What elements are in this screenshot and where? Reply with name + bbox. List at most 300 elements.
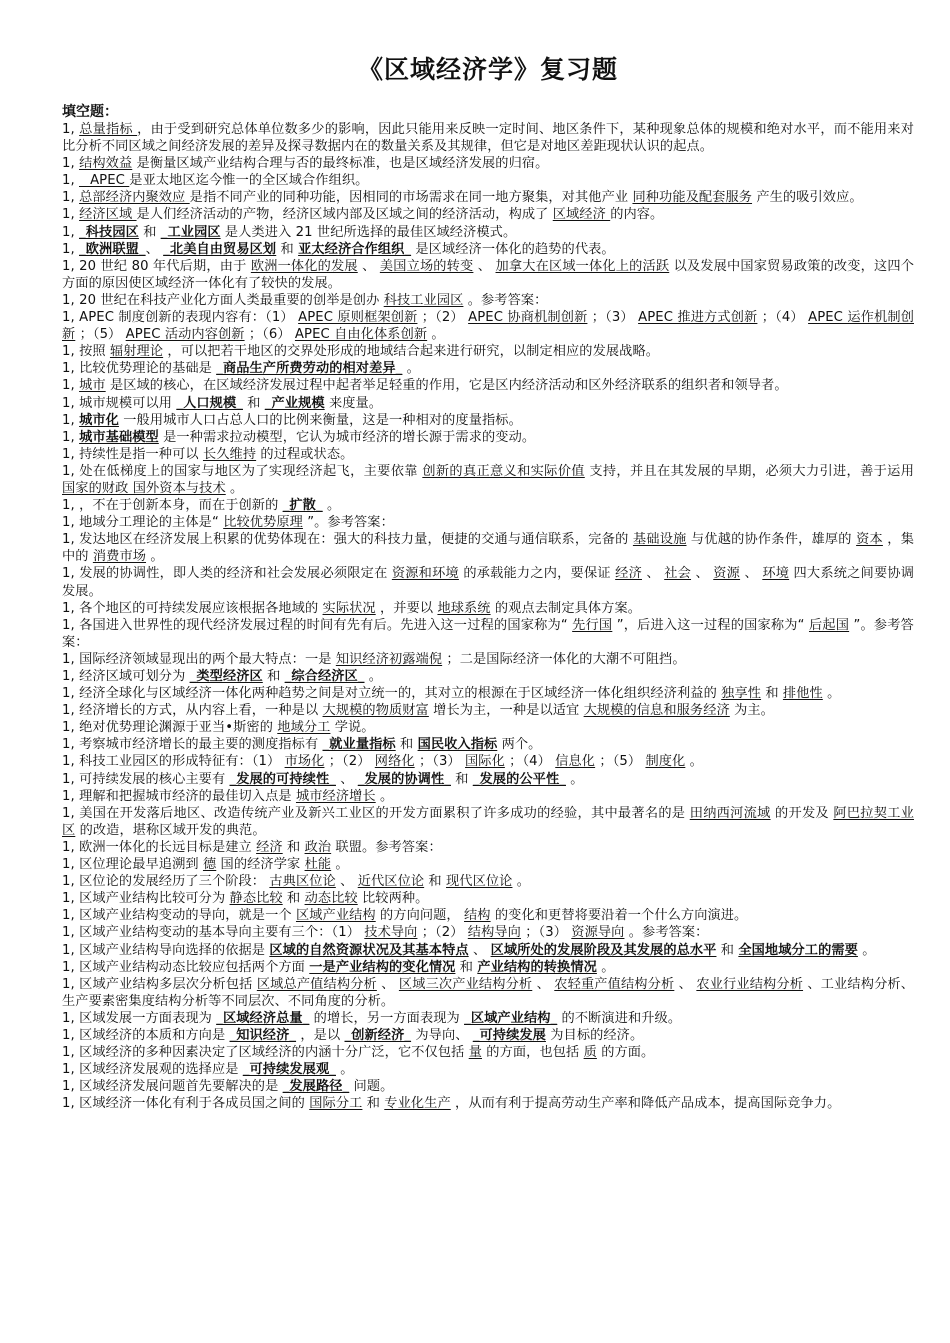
question-item: [62, 702, 914, 719]
question-text: 。: [822, 686, 841, 702]
answer-blank-bold: _可持续发展: [472, 1027, 546, 1043]
question-item: [62, 617, 914, 651]
question-text: 1,: [62, 122, 80, 137]
question-text: 、: [641, 566, 665, 582]
question-text: 1, 处在低梯度上的国家与地区为了实现经济起飞，主要依靠: [62, 463, 423, 479]
answer-blank: 田纳西河流域: [689, 805, 771, 821]
question-text: 和: [395, 737, 418, 753]
question-text: 1, 区域经济发展问题首先要解决的是: [62, 1079, 283, 1095]
answer-blank: 地域分工: [277, 720, 331, 736]
question-text: 1, APEC 制度创新的表现内容有：（1）: [62, 310, 299, 326]
question-item: [62, 651, 914, 668]
question-text: 。: [857, 942, 876, 958]
answer-blank-bold: _区域产业结构_: [464, 1010, 558, 1026]
answer-blank-bold: _发展的可持续性_: [229, 771, 336, 787]
question-text: ”。参考答案：: [302, 515, 394, 531]
question-text: 。: [427, 327, 445, 343]
question-text: 和: [716, 942, 739, 958]
question-text: 1, 20 世纪 80 年代后期，由于: [62, 258, 251, 274]
question-list: [62, 121, 914, 1112]
question-item: [62, 1044, 914, 1061]
question-text: 。: [335, 1062, 354, 1078]
answer-blank: 制度化: [645, 754, 686, 770]
question-text: 、: [376, 976, 399, 992]
question-text: 1, 考察城市经济增长的最主要的测度指标有: [62, 737, 323, 753]
question-text: 和: [424, 874, 447, 890]
answer-blank: APEC 运作机制创新: [62, 310, 914, 343]
question-text: 学说。: [330, 720, 375, 736]
question-text: 1, 区域经济的本质和方向是: [62, 1027, 230, 1043]
question-text: 、工业结构分析、生产要素密集度结构分析等不同层次、不同角度的分析。: [62, 976, 915, 1009]
answer-blank: APEC 推进方式创新: [638, 310, 758, 326]
question-text: 1,: [62, 173, 80, 189]
document-title: 《区域经济学》复习题: [357, 55, 618, 84]
question-text: 1, 科技工业园区的形成特征有：（1）: [62, 754, 285, 770]
question-text: 是区域经济一体化的趋势的代表。: [411, 241, 615, 257]
answer-blank: 质: [583, 1045, 597, 1061]
question-text: ，从而有利于提高劳动生产率和降低产品成本，提高国际竞争力。: [450, 1096, 841, 1112]
answer-blank-bold: _知识经济_: [229, 1027, 297, 1043]
question-text: 、: [674, 976, 697, 992]
answer-blank-bold: _商品生产所费劳动的相对差异_: [216, 361, 403, 377]
question-text: ；（5）: [75, 327, 126, 343]
question-text: 1, 经济全球化与区域经济一体化两种趋势之间是对立统一的，其对立的根源在于区域经济一体化组织经济利益的: [62, 686, 722, 702]
answer-blank: APEC 协商机制创新: [468, 310, 588, 326]
question-text: 、: [335, 771, 358, 787]
question-text: 1, 地域分工理论的主体是“: [62, 515, 224, 531]
question-text: 1, 发展的协调性，即人类的经济和社会发展必须限定在: [62, 566, 392, 582]
question-text: 1, 区位论的发展经历了三个阶段：: [62, 874, 270, 890]
question-text: 1, 区域产业结构比较可分为: [62, 891, 230, 907]
question-item: [62, 565, 914, 599]
answer-blank: APEC 自由化体系创新: [294, 327, 428, 343]
question-text: 。: [402, 361, 420, 377]
answer-blank: 大规模的信息和服务经济: [583, 703, 730, 719]
question-item: [62, 395, 914, 412]
question-item: [62, 309, 914, 343]
question-item: [62, 155, 914, 172]
question-item: [62, 942, 914, 959]
question-text: 1, 区域经济一体化有利于各成员国之间的: [62, 1096, 310, 1112]
question-text: 1,: [62, 224, 80, 240]
question-text: 。: [685, 754, 703, 770]
answer-blank: 同种功能及配套服务: [632, 190, 753, 206]
question-text: 1, 美国在开发落后地区、改造传统产业及新兴工业区的开发方面累积了许多成功的经验，其中最著名的是: [62, 805, 690, 821]
question-text: 。: [375, 788, 394, 804]
question-text: ；（2）: [324, 754, 375, 770]
question-text: 两个。: [497, 737, 542, 753]
question-text: 1, 区位理论最早追溯到: [62, 857, 203, 873]
question-item: [62, 1095, 914, 1112]
question-text: 的增长，另一方面表现为: [309, 1010, 465, 1026]
question-text: 1, 持续性是指一种可以: [62, 446, 203, 462]
question-text: 1,: [62, 378, 80, 394]
answer-blank: 城市: [79, 378, 106, 394]
question-text: 。: [512, 874, 531, 890]
question-text: ；（3）: [414, 754, 466, 770]
question-text: 和: [276, 241, 299, 257]
answer-blank: 区域三次产业结构分析: [398, 976, 533, 992]
question-text: 来度量。: [324, 395, 383, 411]
answer-blank: 城市经济增长: [295, 788, 376, 804]
question-text: 1, 区域经济发展观的选择应是: [62, 1062, 243, 1078]
question-text: 1,: [62, 156, 80, 172]
question-text: 的不断演进和升级。: [557, 1010, 682, 1026]
answer-blank: 后起国: [808, 617, 850, 633]
question-item: [62, 292, 914, 309]
question-text: 是指不同产业的同种功能，因相同的市场需求在同一地方聚集，对其他产业: [189, 190, 633, 206]
question-text: 、: [532, 976, 555, 992]
answer-blank: 大规模的物质财富: [322, 703, 429, 719]
question-item: [62, 685, 914, 702]
question-item: [62, 805, 914, 839]
answer-blank: 基础设施: [632, 532, 687, 548]
answer-blank: 总量指标: [79, 122, 138, 137]
answer-blank: 近代区位论: [357, 874, 425, 890]
question-item: [62, 753, 914, 770]
answer-blank: 技术导向: [364, 925, 418, 941]
answer-blank-bold: _区域经济总量_: [216, 1010, 310, 1026]
question-text: 的变化和更替将要沿着一个什么方向演进。: [490, 908, 748, 924]
answer-blank: 专业化生产: [384, 1096, 451, 1112]
answer-blank: 经济: [615, 566, 642, 582]
question-text: 、: [740, 566, 763, 582]
question-text: 比较两种。: [357, 891, 429, 907]
answer-blank: 知识经济初露端倪: [335, 651, 443, 667]
question-text: 1, 理解和把握城市经济的最佳切入点是: [62, 788, 296, 804]
question-text: 1, 经济增长的方式，从内容上看，一种是以: [62, 703, 323, 719]
question-item: [62, 1078, 914, 1095]
answer-blank: 农业行业结构分析: [696, 976, 804, 992]
question-text: 1, 区域产业结构多层次分析包括: [62, 976, 257, 992]
question-item: [62, 412, 914, 429]
question-text: ；（5）: [595, 754, 646, 770]
answer-blank: 杜能: [304, 857, 332, 873]
answer-blank: 结构效益: [79, 156, 133, 172]
answer-blank: 国际化: [465, 754, 505, 770]
question-text: ”，后进入这一过程的国家称为“: [612, 617, 809, 633]
answer-blank: 结构: [464, 908, 491, 924]
question-item: [62, 463, 914, 497]
question-text: 和: [138, 224, 161, 240]
answer-blank-bold: _发展路径_: [282, 1079, 350, 1095]
answer-blank-bold: 全国地域分工的需要: [738, 942, 858, 958]
answer-blank: 比较优势原理: [223, 515, 303, 531]
question-text: 的内容。: [610, 207, 664, 223]
question-text: 1, 可持续发展的核心主要有: [62, 771, 230, 787]
answer-blank: 科技工业园区: [383, 292, 464, 308]
answer-blank-bold: _扩散_: [282, 498, 323, 514]
answer-blank: 区域产业结构: [295, 908, 376, 924]
question-text: 的观点去制定具体方案。: [490, 600, 642, 616]
question-item: [62, 924, 914, 941]
question-text: 的开发及: [770, 805, 834, 821]
question-text: ，是以: [296, 1027, 345, 1043]
question-text: 1, 20 世纪在科技产业化方面人类最重要的创举是创办: [62, 292, 384, 308]
question-item: [62, 172, 914, 189]
question-text: 以及发展中国家贸易政策的改变，这四个方面的原因使区域经济一体化有了较快的发展。: [62, 258, 915, 291]
answer-blank: 独享性: [721, 686, 762, 702]
question-text: 是衡量区域产业结构合理与否的最终标准，也是区域经济发展的归宿。: [132, 156, 549, 172]
question-text: ，集中的: [62, 532, 914, 565]
answer-blank-bold: 城市基础模型: [79, 429, 159, 445]
answer-blank-bold: 一是产业结构的变化情况: [309, 959, 456, 975]
question-item: [62, 959, 914, 976]
question-text: 一般用城市人口占总人口的比例来衡量，这是一种相对的度量指标。: [118, 412, 522, 428]
question-text: 和: [450, 771, 473, 787]
answer-blank: 经济区域: [79, 207, 137, 223]
question-text: ；（3）: [587, 310, 639, 326]
answer-blank-bold: _工业园区: [160, 224, 221, 240]
question-text: 和: [362, 1096, 385, 1112]
question-item: [62, 206, 914, 223]
answer-blank-bold: _产业规模: [264, 395, 325, 411]
question-text: 与优越的协作条件，雄厚的: [686, 532, 857, 548]
question-text: 和: [455, 959, 478, 975]
question-text: 。: [596, 959, 615, 975]
question-text: 的方面。: [596, 1045, 655, 1061]
answer-blank: 地球系统: [437, 600, 491, 616]
question-text: 、: [335, 874, 358, 890]
question-text: 是人类进入 21 世纪所选择的最佳区域经济模式。: [220, 224, 517, 240]
answer-blank: 创新的真正意义和实际价值: [422, 463, 585, 479]
question-item: [62, 719, 914, 736]
answer-blank: 国际分工: [309, 1096, 363, 1112]
question-text: ，并要以: [375, 600, 438, 616]
answer-blank-bold: 城市化: [79, 412, 119, 428]
question-item: [62, 121, 914, 155]
answer-blank: 环境: [762, 566, 790, 582]
question-text: 为目标的经济。: [545, 1027, 644, 1043]
answer-blank-bold: _发展的公平性_: [472, 771, 566, 787]
question-text: 。: [565, 771, 584, 787]
question-text: 1, 区域产业结构导向选择的依据是: [62, 942, 270, 958]
question-item: [62, 1061, 914, 1078]
question-text: 和: [761, 686, 783, 702]
question-item: [62, 360, 914, 377]
answer-blank: 先行国: [572, 617, 613, 633]
answer-blank: 信息化: [555, 754, 596, 770]
answer-blank: 资源导向: [571, 925, 625, 941]
question-item: [62, 241, 914, 258]
question-text: 1, 按照: [62, 344, 110, 360]
question-item: [62, 771, 914, 788]
answer-blank-bold: _就业量指标: [322, 737, 396, 753]
question-text: 国的经济学家: [216, 857, 305, 873]
question-text: 和: [242, 395, 265, 411]
question-item: [62, 873, 914, 890]
question-item: [62, 531, 914, 565]
question-text: 支持，并且在其发展的早期，必须大力引进，善于运用: [584, 463, 914, 479]
answer-blank: APEC 原则框架创新: [298, 310, 418, 326]
question-text: 和: [282, 839, 305, 855]
question-item: [62, 514, 914, 531]
answer-blank: 欧洲一体化的发展: [250, 258, 358, 274]
question-text: 1, 区域经济的多种因素决定了区域经济的内涵十分广泛，它不仅包括: [62, 1045, 469, 1061]
answer-blank: 辐射理论: [109, 344, 164, 360]
question-text: 1, 区域产业结构变动的基本导向主要有三个：（1）: [62, 925, 365, 941]
question-item: [62, 258, 914, 292]
question-item: [62, 224, 914, 241]
answer-blank-bold: _科技园区: [79, 224, 139, 240]
question-text: 1, 城市规模可以用: [62, 395, 177, 411]
question-text: 1, 发达地区在经济发展上积累的优势体现在：强大的科技力量，便捷的交通与通信联系，完备的: [62, 532, 633, 548]
answer-blank: 资源和环境: [391, 566, 459, 582]
question-text: 、: [691, 566, 714, 582]
question-text: 。: [331, 857, 349, 873]
question-text: 1, 各个地区的可持续发展应该根据各地域的: [62, 600, 323, 616]
answer-blank-bold: 区域的自然资源状况及其基本特点: [269, 942, 469, 958]
question-text: ；（4）: [504, 754, 556, 770]
question-text: 问题。: [349, 1079, 394, 1095]
question-text: 1,: [62, 412, 80, 428]
question-text: 1, 区域产业结构动态比较应包括两个方面: [62, 959, 310, 975]
question-item: [62, 429, 914, 446]
question-item: [62, 890, 914, 907]
answer-blank: 量: [468, 1045, 482, 1061]
answer-blank: 排他性: [782, 686, 823, 702]
question-text: 增长为主，一种是以适宜: [428, 703, 584, 719]
answer-blank-bold: 国民收入指标: [417, 737, 498, 753]
question-item: [62, 343, 914, 360]
answer-blank: 德: [202, 857, 217, 873]
question-text: 1, 经济区域可划分为: [62, 669, 190, 684]
question-item: [62, 1027, 914, 1044]
answer-blank: 经济: [256, 839, 283, 855]
answer-blank-bold: _综合经济区_: [284, 669, 365, 684]
question-text: ；（6）: [244, 327, 295, 343]
question-item: [62, 839, 914, 856]
question-text: 是一种需求拉动模型，它认为城市经济的增长源于需求的变动。: [158, 429, 536, 445]
answer-blank-bold: _可持续发展观_: [242, 1062, 336, 1078]
answer-blank: 古典区位论: [269, 874, 336, 890]
answer-blank: 结构导向: [467, 925, 521, 941]
question-text: ；（4）: [757, 310, 809, 326]
answer-blank: 实际状况: [322, 600, 376, 616]
question-text: 1, 欧洲一体化的长远目标是建立: [62, 839, 257, 855]
question-text: 。参考答案：: [624, 925, 709, 941]
question-text: 1,: [62, 241, 80, 257]
answer-blank-bold: _发展的协调性_: [357, 771, 451, 787]
question-text: ，可以把若干地区的交界处形成的地域结合起来进行研究，以制定相应的发展战略。: [163, 344, 660, 360]
question-text: 1, ，不在于创新本身，而在于创新的: [62, 498, 283, 514]
question-item: [62, 736, 914, 753]
question-text: 1, 区域产业结构变动的导向，就是一个: [62, 908, 296, 924]
question-text: ；（2）: [417, 925, 468, 941]
question-text: 1, 国际经济领域显现出的两个最大特点：一是: [62, 651, 336, 667]
answer-blank: 资源: [713, 566, 741, 582]
question-text: 1, 比较优势理论的基础是: [62, 361, 217, 377]
question-text: 。: [146, 549, 164, 565]
question-item: [62, 600, 914, 617]
question-text: 产生的吸引效应。: [752, 190, 863, 206]
answer-blank: 农轻重产值结构分析: [554, 976, 675, 992]
answer-blank: 市场化: [284, 754, 325, 770]
answer-blank: 网络化: [374, 754, 415, 770]
question-text: 和: [282, 891, 305, 907]
question-text: 。参考答案：: [463, 292, 548, 308]
question-text: 是人们经济活动的产物，经济区域内部及区域之间的经济活动，构成了: [136, 207, 553, 223]
question-item: [62, 1010, 914, 1027]
question-text: ；（2）: [417, 310, 469, 326]
question-text: 、: [145, 241, 164, 257]
answer-blank: 社会: [664, 566, 692, 582]
question-text: 的承载能力之内，要保证: [458, 566, 616, 582]
question-item: [62, 788, 914, 805]
question-text: 1, 绝对优势理论渊源于亚当•斯密的: [62, 720, 278, 736]
question-item: [62, 907, 914, 924]
question-text: 的改造，堪称区域开发的典范。: [75, 822, 266, 838]
question-text: 为主。: [729, 703, 774, 719]
answer-blank: 区域总产值结构分析: [256, 976, 377, 992]
question-text: 的方向问题，: [375, 908, 465, 924]
answer-blank: 消费市场: [92, 549, 147, 565]
question-text: ；（3）: [520, 925, 572, 941]
question-text: 的过程或状态。: [256, 446, 354, 462]
answer-blank-bold: _人口规模_: [176, 395, 243, 411]
answer-blank: APEC 活动内容创新: [125, 327, 245, 343]
question-text: 是区域的核心，在区域经济发展过程中起者举足轻重的作用，它是区内经济活动和区外经济联系的组织者和领导者。: [105, 378, 788, 394]
question-text: 为导向、: [411, 1027, 473, 1043]
answer-blank: 静态比较: [229, 891, 283, 907]
answer-blank: 美国立场的转变: [379, 258, 474, 274]
answer-blank: 阿巴拉契工业区: [62, 805, 914, 838]
section-title: 填空题：: [62, 104, 118, 120]
question-text: 和: [262, 669, 285, 684]
question-text: 。: [322, 498, 341, 514]
answer-blank: _ APEC: [79, 173, 130, 189]
answer-blank: 动态比较: [304, 891, 358, 907]
question-text: 。: [225, 480, 244, 496]
question-text: ，由于受到研究总体单位数多少的影响，因此只能用来反映一定时间、地区条件下，某种现象总体的规模和绝对水平，而不能用来对比分析不同区域之间经济发展的差异及探寻数据内在的数量关系及其规律，但它是对地区差距现状认识的起点。: [62, 122, 914, 155]
answer-blank: 现代区位论: [446, 874, 513, 890]
answer-blank: 加拿大在区域一体化上的活跃: [495, 258, 670, 274]
question-item: [62, 976, 914, 1010]
question-text: 1,: [62, 429, 80, 445]
question-text: 1,: [62, 190, 80, 206]
answer-blank: 总部经济内聚效应: [79, 190, 190, 206]
question-text: 1, 区域发展一方面表现为: [62, 1010, 217, 1026]
question-item: [62, 668, 914, 685]
answer-blank-bold: 亚太经济合作组织_: [298, 241, 412, 257]
question-text: ”。参考答案：: [62, 617, 914, 650]
answer-blank-bold: _类型经济区: [189, 669, 263, 684]
question-text: ；二是国际经济一体化的大潮不可阻挡。: [442, 651, 686, 667]
answer-blank-bold: 产业结构的转换情况: [477, 959, 597, 975]
question-item: [62, 856, 914, 873]
answer-blank-bold: _创新经济_: [344, 1027, 412, 1043]
answer-blank-bold: _北美自由贸易区划: [163, 241, 277, 257]
question-text: 联盟。参考答案：: [331, 839, 442, 855]
question-text: 、: [473, 258, 496, 274]
answer-blank: 资本: [856, 532, 883, 548]
question-item: [62, 377, 914, 394]
question-text: 、: [357, 258, 380, 274]
question-text: 、: [468, 942, 491, 958]
question-text: 。: [364, 669, 383, 684]
answer-blank: 国家的财政 国外资本与技术: [62, 480, 226, 496]
answer-blank: 区域经济: [552, 207, 611, 223]
question-item: [62, 189, 914, 206]
answer-blank-bold: 区域所处的发展阶段及其发展的总水平: [490, 942, 717, 958]
question-text: 的方面，也包括: [482, 1045, 584, 1061]
question-item: [62, 446, 914, 463]
answer-blank-bold: _欧洲联盟_: [79, 241, 146, 257]
answer-blank: 政治: [304, 839, 332, 855]
question-item: [62, 497, 914, 514]
answer-blank: 长久维持: [202, 446, 257, 462]
question-text: 1,: [62, 207, 80, 223]
